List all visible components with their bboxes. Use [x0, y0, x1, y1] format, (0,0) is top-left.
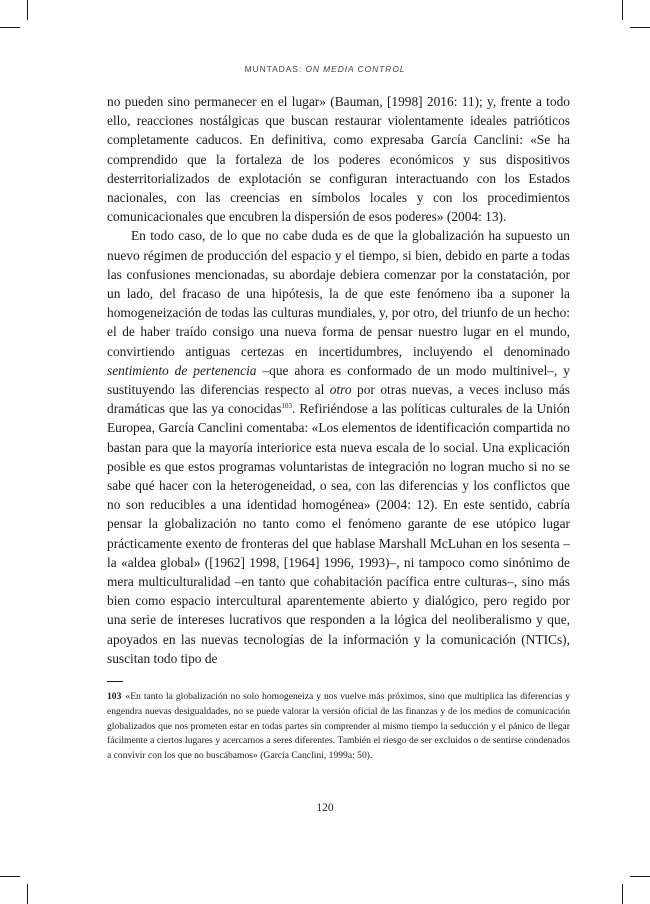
crop-mark — [27, 884, 28, 904]
main-text — [107, 92, 570, 668]
footnote-number: 103 — [107, 691, 122, 702]
paragraph-text: por otras nuevas, a veces incluso más dramáticas que las ya conocidas — [107, 382, 570, 417]
crop-mark — [622, 884, 623, 904]
paragraph: no pueden sino permanecer en el lugar» (Bauman, [1998] 2016: 11); y, frente a todo ello, reacciones nostálgicas que buscan restaurar violentamente ideales patrióticos completamente caducos. En definitiva, como expresaba García Canclini: «Se ha comprendido que la fortaleza de los poderes económicos y sus dispositivos desterritorializados de explotación se configuran interactuando con los Estados nacionales, con las creencias en símbolos locales y con los procedimientos comunicacionales que encubren la dispersión de esos poderes» (2004: 13). — [107, 94, 570, 225]
paragraph — [107, 226, 570, 668]
crop-mark — [630, 876, 650, 877]
footnote-reference[interactable]: 103 — [281, 402, 292, 411]
crop-mark — [0, 876, 20, 877]
paragraph-text: –que ahora es conformado de un modo multinivel–, y sustituyendo las diferencias respecto al — [107, 362, 570, 398]
page-number: 120 — [316, 802, 334, 814]
emphasis-text: otro — [329, 382, 352, 398]
paragraph-text: En todo caso, de lo que no cabe duda es de que la globalización ha supuesto un nuevo régimen de producción del espacio y el tiempo, si bien, debido en parte a todas las confusiones mencionadas, su abordaje debiera comenzar por la constatación, por un lado, del fracaso de una hipótesis, la de que este fenómeno iba a suponer la homogeneización de todas las culturas mundiales, y, por otro, del triunfo de un hecho: el de haber traído consigo una nueva forma de pensar nuestro lugar en el mundo, convirtiendo antiguas certezas en incertidumbres, incluyendo el denominado — [107, 228, 570, 359]
crop-mark — [0, 27, 20, 28]
running-head — [0, 64, 650, 74]
running-head-prefix: MUNTADAS: — [244, 64, 306, 74]
footnote-divider — [107, 681, 123, 682]
footnote-text: «En tanto la globalización no solo homogeneiza y nos vuelve más próximos, sino que multiplica las diferencias y engendra nuevas desigualdades, no se puede valorar la versión oficial de las finanzas y de los medios de comunicación globalizados que nos prometen estar en todas partes sin comprender al mismo tiempo la seducción y el pánico de llegar fácilmente a ciertos lugares y acercarnos a seres diferentes. También el riesgo de ser excluidos o de sentirse condenados a convivir con los que no buscábamos» (García Canclini, 1999a: 50). — [107, 691, 570, 762]
crop-mark — [622, 0, 623, 20]
paragraph-text: . Refiriéndose a las políticas culturales de la Unión Europea, García Canclini comentaba: «Los elementos de identificación compartida no bastan para que la mayoría interiorice esta nueva escala de lo social. Una explicación posible es que estos programas voluntaristas de integración no logran mucho si no se sabe qué hacer con la heterogeneidad, o sea, con las diferencias y los conflictos que no son reducibles a una identidad homogénea» (2004: 12). En este sentido, cabría pensar la globalización no tanto como el fenómeno garante de ese utópico lugar prácticamente exento de fronteras del que hablase Marshall McLuhan en los sesenta –la «aldea global» ([1962] 1998, [1964] 1996, 1993)–, ni tampoco como sinónimo de mera multiculturalidad –en tanto que cohabitación pacífica entre culturas–, sino más bien como espacio intercultural aparentemente abierto y dialógico, pero regido por una serie de intereses lucrativos que responden a la lógica del neoliberalismo y que, apoyados en las nuevas tecnologías de la información y la comunicación (NTICs), suscitan todo tipo de — [107, 401, 570, 666]
running-head-title: ON MEDIA CONTROL — [305, 64, 406, 74]
crop-mark — [27, 0, 28, 20]
crop-mark — [630, 27, 650, 28]
footnote — [107, 690, 570, 764]
emphasis-text: sentimiento de pertenencia — [107, 362, 257, 378]
